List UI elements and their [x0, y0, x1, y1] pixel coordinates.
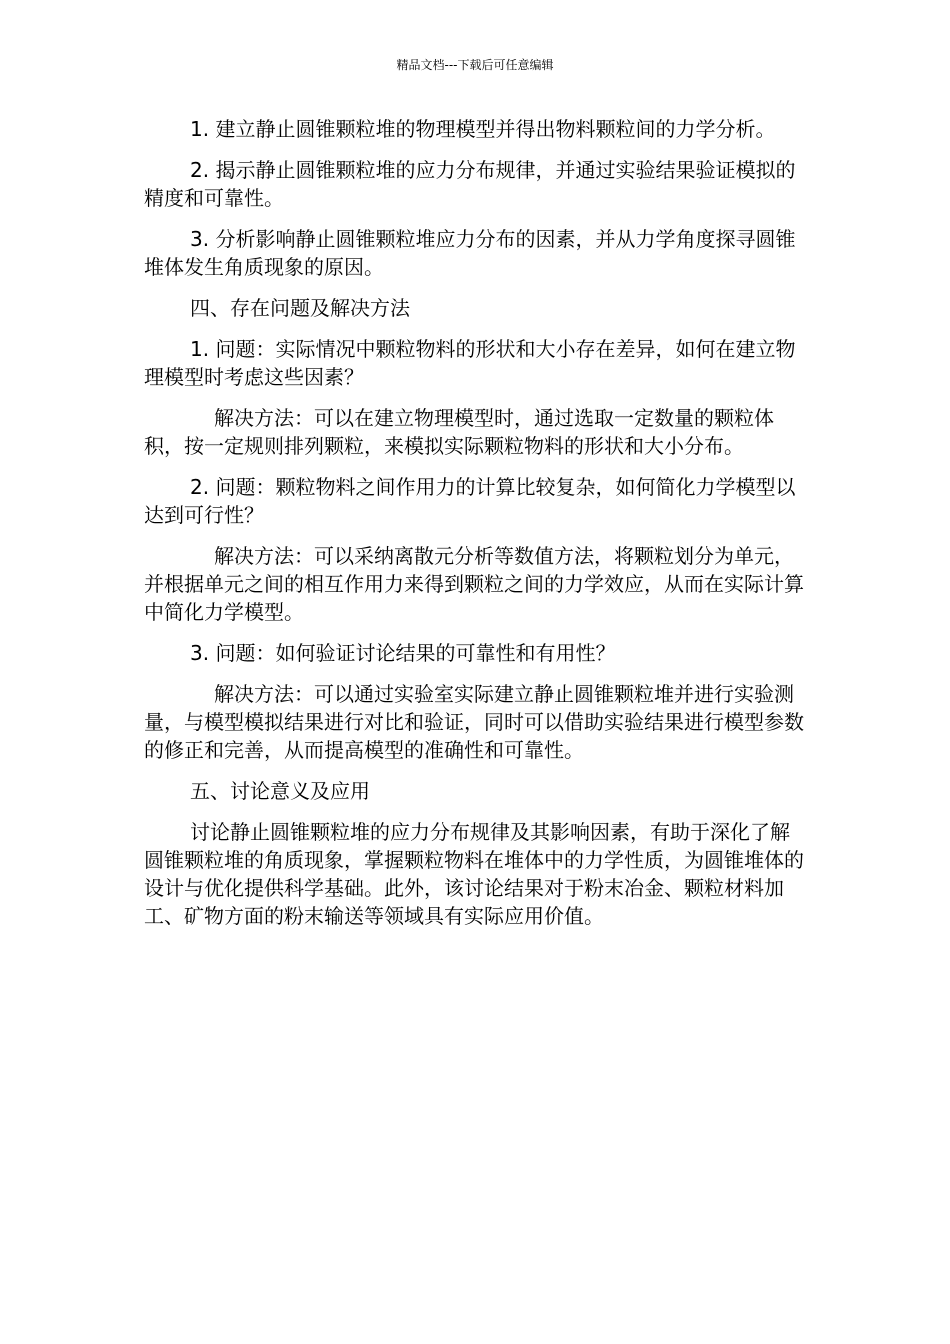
section-heading-problems: 四、存在问题及解决方法 — [190, 296, 410, 320]
problem-item-2: 2. 问题：颗粒物料之间作用力的计算比较复杂，如何简化力学模型以达到可行性？ — [144, 475, 796, 527]
problem-item-3: 3. 问题：如何验证讨论结果的可靠性和有用性？ — [190, 641, 616, 665]
objective-item-2: 2. 揭示静止圆锥颗粒堆的应力分布规律，并通过实验结果验证模拟的精度和可靠性。 — [144, 158, 796, 210]
significance-paragraph: 讨论静止圆锥颗粒堆的应力分布规律及其影响因素，有助于深化了解圆锥颗粒堆的角质现象，掌握颗粒物料在堆体中的力学性质，为圆锥堆体的设计与优化提供科学基础。此外，该讨论结果对于粉末冶金、颗粒材料加工、矿物方面的粉末输送等领域具有实际应用价值。 — [144, 820, 804, 928]
solution-item-2: 解决方法：可以采纳离散元分析等数值方法，将颗粒划分为单元，并根据单元之间的相互作用力来得到颗粒之间的力学效应，从而在实际计算中简化力学模型。 — [144, 544, 804, 624]
solution-item-3: 解决方法：可以通过实验室实际建立静止圆锥颗粒堆并进行实验测量，与模型模拟结果进行对比和验证，同时可以借助实验结果进行模型参数的修正和完善，从而提高模型的准确性和可靠性。 — [144, 682, 804, 762]
page-header: 精品文档---下载后可任意编辑 — [396, 58, 554, 72]
solution-item-1: 解决方法：可以在建立物理模型时，通过选取一定数量的颗粒体积，按一定规则排列颗粒，来模拟实际颗粒物料的形状和大小分布。 — [144, 406, 774, 458]
objective-item-3: 3. 分析影响静止圆锥颗粒堆应力分布的因素，并从力学角度探寻圆锥堆体发生角质现象的原因。 — [144, 227, 796, 279]
document-body — [144, 115, 808, 943]
objective-item-1: 1. 建立静止圆锥颗粒堆的物理模型并得出物料颗粒间的力学分析。 — [190, 117, 776, 141]
problem-item-1: 1. 问题：实际情况中颗粒物料的形状和大小存在差异，如何在建立物理模型时考虑这些因素？ — [144, 337, 796, 389]
section-heading-significance: 五、讨论意义及应用 — [190, 779, 370, 803]
